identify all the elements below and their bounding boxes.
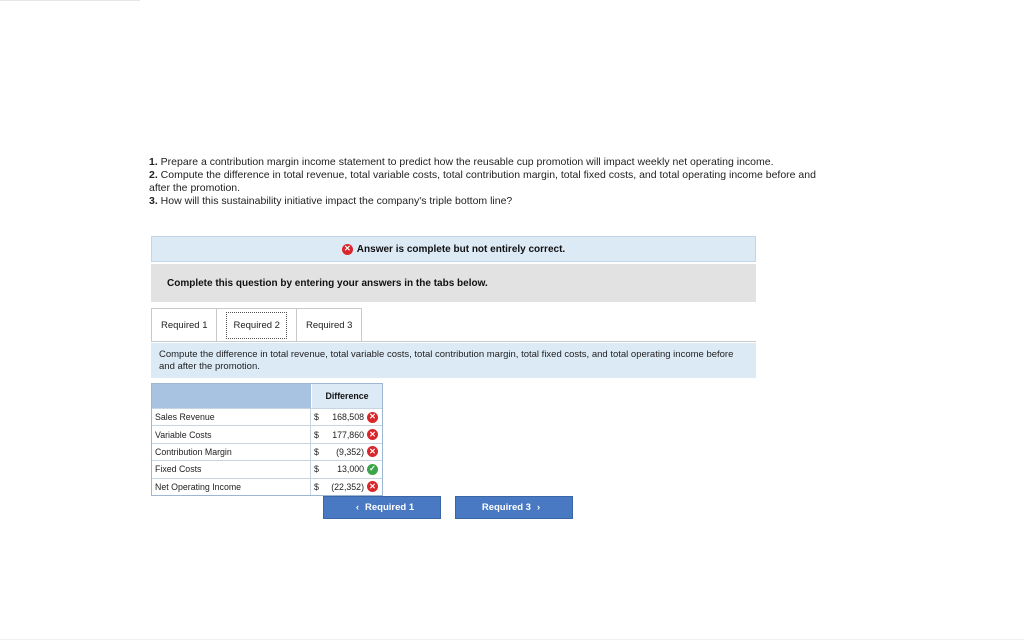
difference-table [151,383,383,496]
currency-symbol: $ [314,429,319,440]
next-required-button[interactable]: Required 3 › [455,496,573,519]
tab-divider [151,341,756,342]
instructions-bar: Complete this question by entering your answers in the tabs below. [151,264,756,302]
currency-symbol: $ [314,481,319,492]
table-header [152,384,382,408]
tab-bar [151,308,361,341]
question-1: 1. Prepare a contribution margin income statement to predict how the reusable cup promotion will impact weekly net operating income. [149,156,774,168]
row-label: Fixed Costs [152,461,311,477]
incorrect-icon: ✕ [367,429,378,440]
question-2: 2. Compute the difference in total revenue, total variable costs, total contribution margin, total fixed costs, and total operating income before and after the promotion. [149,169,816,194]
answer-status-banner: ✕ Answer is complete but not entirely correct. [151,236,756,262]
incorrect-icon: ✕ [367,446,378,457]
question-list [149,156,829,208]
row-label: Net Operating Income [152,479,311,495]
currency-symbol: $ [314,446,319,457]
difference-header: Difference [312,384,382,408]
table-row [152,478,382,495]
value-input[interactable]: (9,352) [336,446,364,457]
value-input[interactable]: 168,508 [332,412,364,423]
chevron-right-icon: › [536,502,541,513]
value-input[interactable]: 177,860 [332,429,364,440]
table-row [152,425,382,442]
incorrect-icon: ✕ [367,412,378,423]
row-label: Variable Costs [152,426,311,442]
row-label: Contribution Margin [152,444,311,460]
tab-prompt: Compute the difference in total revenue, total variable costs, total contribution margin, total fixed costs, and total operating income before and after the promotion. [151,343,756,378]
value-input[interactable]: (22,352) [331,481,364,492]
chevron-left-icon: ‹ [355,502,360,513]
check-icon: ✓ [367,464,378,475]
currency-symbol: $ [314,464,319,475]
currency-symbol: $ [314,412,319,423]
top-divider [0,0,140,1]
tab-required-1[interactable]: Required 1 [151,308,217,341]
value-input[interactable]: 13,000 [337,464,364,475]
tab-required-2[interactable]: Required 2 [216,308,296,341]
prev-required-button[interactable]: ‹ Required 1 [323,496,441,519]
table-row [152,408,382,425]
question-3: 3. How will this sustainability initiative impact the company's triple bottom line? [149,195,513,207]
table-row [152,443,382,460]
incorrect-icon: ✕ [342,244,353,255]
tab-required-3[interactable]: Required 3 [296,308,362,341]
row-label: Sales Revenue [152,409,311,425]
incorrect-icon: ✕ [367,481,378,492]
table-row [152,460,382,477]
